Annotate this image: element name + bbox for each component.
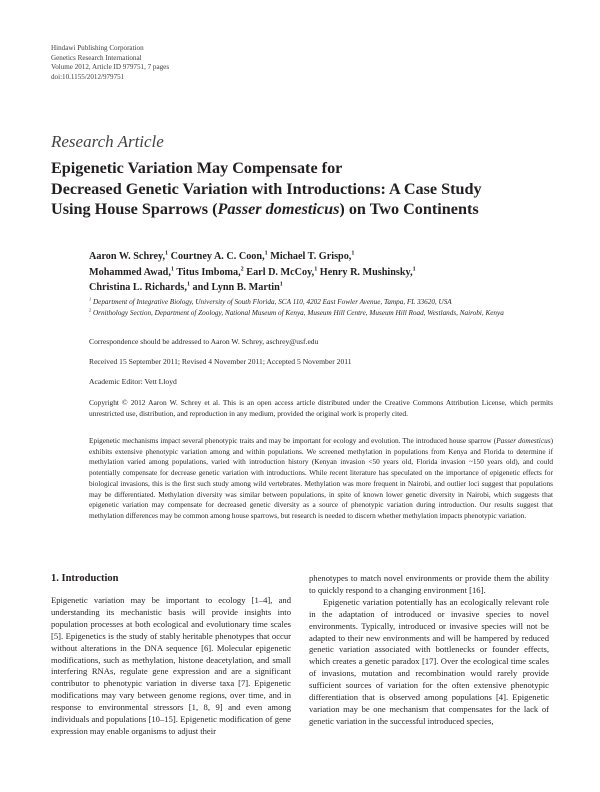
abstract-part-2: ) exhibits extensive phenotypic variation among and within populations. We screened methylation in populations from Kenya and Florida to determine if methylation varied among populations, varied with introduction history (Kenyan invasion <50 years old, Florida invasion ~150 years old), and could potentially compensate for decrease genetic variation with introductions. While recent literature has speculated on the importance of epigenetic effects for biological invasions, this is the first such study among wild vertebrates. Methylation was more frequent in Nairobi, and outlier loci suggest that populations may be differentiated. Methylation diversity was similar between populations, in spite of known lower genetic diversity in Nairobi, which suggests that epigenetic variation may compensate for decreased genetic diversity as a source of phenotypic variation during introduction. Our results suggest that methylation differences may be common among house sparrows, but research is needed to discern whether methylation impacts phenotypic variation. <box>89 436 553 520</box>
author-list <box>89 249 569 296</box>
paragraph: Epigenetic variation potentially has an ecologically relevant role in the adaptation of introduced or invasive species to novel environments. Typically, introduced or invasive species will not be adapted to their new environments and will be hampered by reduced genetic variation associated with bottlenecks or founder effects, which creates a genetic paradox [17]. Over the ecological time scales of invasions, mutation and recombination would rarely provide sufficient sources of variation for the often extensive phenotypic differentiation that is observed among populations [4]. Epigenetic variation may be one mechanism that compensates for the lack of genetic variation in the successful introduced species, <box>309 596 549 726</box>
title-line-3-post: ) on Two Continents <box>339 200 479 218</box>
affiliation-mark: 2 <box>89 307 92 313</box>
correspondence <box>89 337 569 347</box>
abstract <box>89 436 553 522</box>
author-name: Mohammed Awad, <box>89 266 171 278</box>
author-affil-mark: 1 <box>351 250 355 257</box>
article-type: Research Article <box>51 132 164 151</box>
correspondence-email-link[interactable]: aschrey@usf.edu <box>266 337 319 346</box>
author-affil-mark: 1 <box>170 266 174 273</box>
title-species: Passer domesticus <box>217 200 340 218</box>
section-heading: 1. Introduction <box>51 573 119 584</box>
abstract-species: Passer domesticus <box>496 436 551 445</box>
correspondence-text: Correspondence should be addressed to Aaron W. Schrey, <box>89 337 267 346</box>
affiliation-2 <box>89 308 569 319</box>
title-line-2: Decreased Genetic Variation with Introductions: A Case Study <box>51 179 482 198</box>
received-dates: Received 15 September 2011; Revised 4 November 2011; Accepted 5 November 2011 <box>89 357 352 366</box>
author-line-3 <box>89 280 569 296</box>
copyright-notice: Copyright © 2012 Aaron W. Schrey et al. This is an open access article distributed under the Creative Commons Attribution License, which permits unrestricted use, distribution, and reproduction in any medium, provided the original work is properly cited. <box>89 398 553 418</box>
author-affil-mark: 1 <box>264 250 268 257</box>
affiliation-mark: 1 <box>89 296 92 302</box>
author-line-2 <box>89 265 569 281</box>
author-name: Courtney A. C. Coon, <box>168 251 265 262</box>
author-name: Henry R. Mushinsky, <box>317 266 413 278</box>
body-column-left <box>51 595 291 738</box>
journal-name: Genetics Research International <box>51 53 142 62</box>
author-name: Michael T. Grispo, <box>267 251 352 262</box>
author-affil-mark: 1 <box>186 281 190 288</box>
author-name: and Lynn B. Martin <box>190 282 280 293</box>
body-column-right <box>309 573 549 728</box>
author-affil-mark: 1 <box>165 250 169 257</box>
affiliations <box>89 297 569 319</box>
abstract-part-1: Epigenetic mechanisms impact several phenotypic traits and may be important for ecology and evolution. The introduced house sparrow ( <box>89 436 497 445</box>
title-line-1: Epigenetic Variation May Compensate for <box>51 159 343 177</box>
title-line-3-pre: Using House Sparrows ( <box>51 200 218 218</box>
author-affil-mark: 2 <box>240 266 244 273</box>
paper-title <box>51 158 571 220</box>
affiliation-text: Department of Integrative Biology, University of South Florida, SCA 110, 4202 East Fowler Avenue, Tampa, FL 33620, USA <box>92 298 452 306</box>
paragraph: phenotypes to match novel environments or provide them the ability to quickly respond to a changing environment [16]. <box>309 573 549 595</box>
author-name: Aaron W. Schrey, <box>89 251 166 262</box>
affiliation-text: Ornithology Section, Department of Zoology, National Museum of Kenya, Museum Hill Centre, Museum Hill Road, Westlands, Nairobi, Kenya <box>92 309 504 317</box>
author-affil-mark: 1 <box>279 281 283 288</box>
author-line-1 <box>89 249 569 265</box>
author-name: Christina L. Richards, <box>89 282 187 293</box>
paragraph: Epigenetic variation may be important to ecology [1–4], and understanding its mechanistic basis will provide insights into population processes at both ecological and evolutionary time scales [5]. Epigenetics is the study of stably heritable phenotypes that occur without alterations in the DNA sequence [6]. Molecular epigenetic modifications, such as methylation, histone deacetylation, and small interfering RNAs, regulate gene expression and are a significant contributor to phenotypic variation in diverse taxa [7]. Epigenetic modifications may vary between genome regions, over time, and in response to environmental stressors [1, 8, 9] and even among individuals and populations [10–15]. Epigenetic modification of gene expression may enable organisms to adjust their <box>51 595 291 736</box>
author-affil-mark: 1 <box>412 266 416 273</box>
volume-info: Volume 2012, Article ID 979751, 7 pages <box>51 63 170 72</box>
affiliation-1 <box>89 297 569 308</box>
author-name: Earl D. McCoy, <box>243 266 315 278</box>
publisher-name: Hindawi Publishing Corporation <box>51 44 144 52</box>
doi: doi:10.1155/2012/979751 <box>51 72 125 81</box>
title-line-3 <box>51 199 571 220</box>
academic-editor: Academic Editor: Vett Lloyd <box>89 377 177 386</box>
author-name: Titus Imboma, <box>173 266 241 278</box>
author-affil-mark: 1 <box>314 266 318 273</box>
journal-header <box>51 44 169 82</box>
